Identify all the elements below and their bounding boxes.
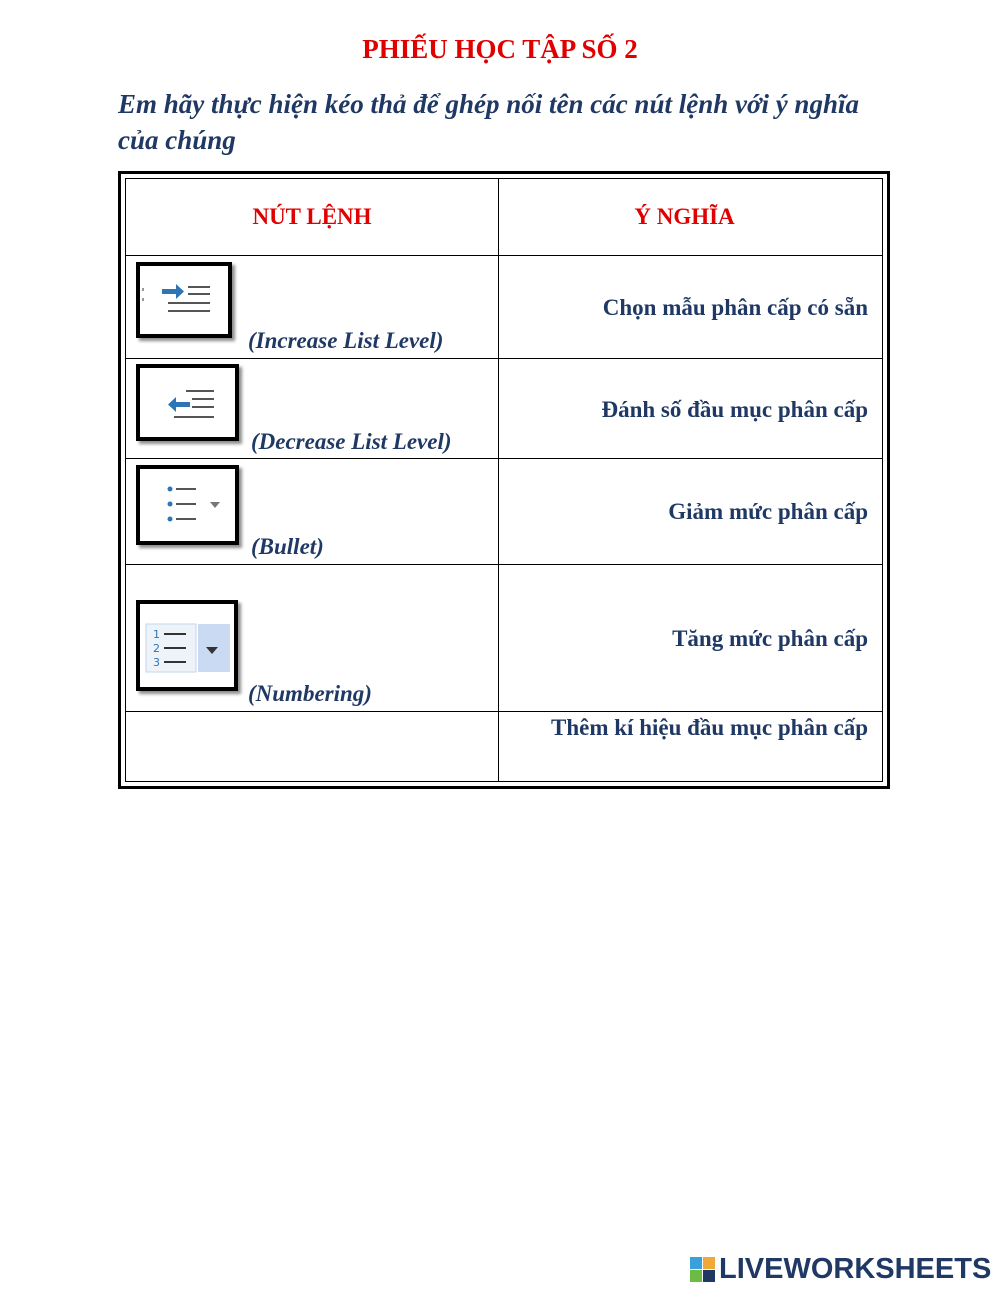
- matching-table: [118, 171, 890, 789]
- command-label-decrease: (Decrease List Level): [251, 429, 452, 454]
- header-command: NÚT LỆNH: [252, 204, 372, 229]
- command-label-numbering: (Numbering): [248, 681, 372, 706]
- command-label-increase: (Increase List Level): [248, 328, 444, 353]
- liveworksheets-logo: [690, 1252, 991, 1286]
- svg-text:1: 1: [153, 628, 160, 641]
- decrease-list-level-icon: [136, 364, 239, 441]
- header-meaning: Ý NGHĨA: [634, 204, 735, 229]
- bullet-list-icon: [136, 465, 239, 545]
- instruction-text: Em hãy thực hiện kéo thả để ghép nối tên các nút lệnh với ý nghĩa của chúng: [118, 89, 859, 155]
- logo-text: LIVEWORKSHEETS: [719, 1252, 992, 1285]
- meaning-item[interactable]: Giảm mức phân cấp: [668, 499, 868, 524]
- command-label-bullet: (Bullet): [251, 534, 324, 559]
- liveworksheets-logo-icon: [690, 1257, 715, 1282]
- increase-list-level-icon: [136, 262, 232, 338]
- worksheet-title: PHIẾU HỌC TẬP SỐ 2: [362, 34, 638, 64]
- svg-text:2: 2: [153, 642, 160, 655]
- meaning-item[interactable]: Thêm kí hiệu đầu mục phân cấp: [551, 715, 868, 740]
- numbering-list-icon: [136, 600, 238, 691]
- meaning-item[interactable]: Chọn mẫu phân cấp có sẵn: [602, 295, 868, 320]
- svg-text:3: 3: [153, 656, 160, 669]
- meaning-item[interactable]: Tăng mức phân cấp: [672, 626, 868, 651]
- meaning-item[interactable]: Đánh số đầu mục phân cấp: [601, 397, 868, 422]
